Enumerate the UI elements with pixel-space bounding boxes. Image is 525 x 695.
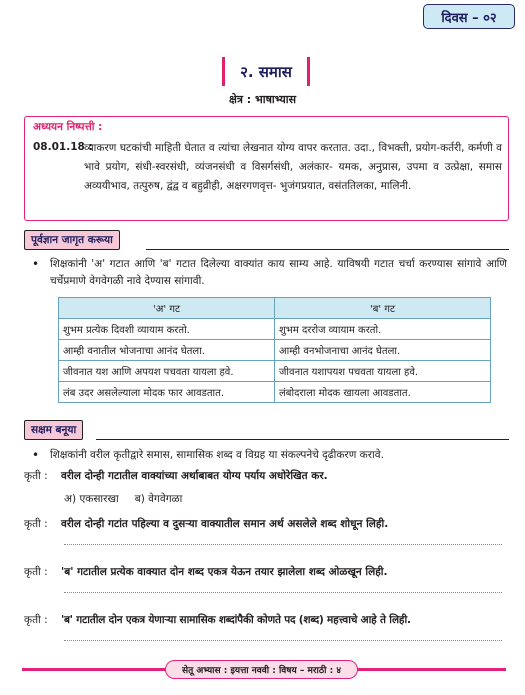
kruti-options bbox=[64, 492, 182, 506]
table-row bbox=[59, 382, 491, 403]
bullet-icon: • bbox=[32, 448, 40, 462]
kruti-text: 'ब' गटातील प्रत्येक वाक्यात दोन शब्द एकत्र येऊन तयार झालेला शब्द ओळखून लिही. bbox=[61, 566, 388, 578]
kruti-text: 'ब' गटातील दोन एकत्र येणाऱ्या सामासिक शब्दांपैकी कोणते पद (शब्द) महत्त्वाचे आहे ते लिही. bbox=[61, 614, 411, 626]
table-cell: जीवनात यश आणि अपयश पचवता यायला हवे. bbox=[59, 361, 275, 382]
purvadnyan-instruction bbox=[32, 256, 507, 290]
kruti-text: वरील दोन्ही गटातील वाक्यांच्या अर्थाबाबत योग्य पर्याय अधोरेखित कर. bbox=[61, 470, 328, 482]
table-row bbox=[59, 319, 491, 340]
kruti-label: कृती : bbox=[24, 566, 48, 578]
section-label-purvadnyan: पूर्वज्ञान जागृत करूया bbox=[24, 230, 120, 250]
table-cell: जीवनात यशापयश पचवता यायला हवे. bbox=[275, 361, 491, 382]
outcome-code: 08.01.18 : bbox=[33, 141, 93, 153]
kruti-label: कृती : bbox=[24, 518, 48, 530]
answer-line[interactable] bbox=[64, 544, 502, 545]
table-row bbox=[59, 361, 491, 382]
saksham-bullet-text: शिक्षकांनी वरील कृतीद्वारे समास, सामासिक शब्द व विग्रह या संकल्पनेचे दृढीकरण करावे. bbox=[50, 449, 384, 461]
chapter-title: २. समास bbox=[222, 57, 310, 86]
outcome-text: व्याकरण घटकांची माहिती घेतात व त्यांचा लेखनात योग्य वापर करतात. उदा., विभक्ती, प्रयोग-कर्तरी, कर्मणी व भावे प्रयोग, संधी-स्वरसंधी, व्यंजनसंधी व विसर्गसंधी, अलंकार- यमक, अनुप्रास, उपमा व उत्प्रेक्षा, समास अव्ययीभाव, तत्पुरुष, द्वंद्व व बहुव्रीही, अक्षरगणवृत्त- भुजंगप्रयात, वसंततिलका, मालिनी. bbox=[84, 142, 502, 192]
section-divider bbox=[146, 249, 509, 250]
answer-line[interactable] bbox=[64, 592, 502, 593]
table-header-b: 'ब' गट bbox=[275, 298, 491, 319]
table-header-a: 'अ' गट bbox=[59, 298, 275, 319]
section-divider bbox=[96, 439, 509, 440]
purvadnyan-bullet-text: शिक्षकांनी 'अ' गटात आणि 'ब' गटात दिलेल्या वाक्यांत काय साम्य आहे. याविषयी गटात चर्चा करण्यास सांगावे आणि चर्चेप्रमाणे वेगवेगळी नावे देण्यास सांगावी. bbox=[50, 258, 507, 287]
kruti-1 bbox=[24, 469, 509, 483]
table-cell: शुभम प्रत्येक दिवशी व्यायाम करतो. bbox=[59, 319, 275, 340]
table-header-row bbox=[59, 298, 491, 319]
kshetra-label: क्षेत्र : भाषाभ्यास bbox=[228, 93, 297, 106]
section-label-saksham: सक्षम बनूया bbox=[24, 420, 83, 440]
kruti-3 bbox=[24, 565, 509, 579]
option-a[interactable]: अ) एकसारखा bbox=[64, 493, 119, 505]
table-cell: आम्ही वनभोजनाचा आनंद घेतला. bbox=[275, 340, 491, 361]
kruti-2 bbox=[24, 517, 509, 531]
kruti-4 bbox=[24, 613, 509, 627]
saksham-instruction bbox=[32, 447, 507, 464]
table-cell: शुभम दररोज व्यायाम करतो. bbox=[275, 319, 491, 340]
option-b[interactable]: ब) वेगवेगळा bbox=[134, 493, 183, 505]
footer-label: सेतू अभ्यास : इयत्ता नववी : विषय – मराठी : ४ bbox=[165, 660, 358, 679]
table-row bbox=[59, 340, 491, 361]
table-cell: लंब उदर असलेल्याला मोदक फार आवडतात. bbox=[59, 382, 275, 403]
group-comparison-table bbox=[58, 297, 491, 403]
outcomes-heading: अध्ययन निष्पत्ती : bbox=[33, 121, 103, 133]
table-cell: आम्ही वनातील भोजनाचा आनंद घेतला. bbox=[59, 340, 275, 361]
day-badge: दिवस – ०२ bbox=[423, 4, 515, 29]
kruti-label: कृती : bbox=[24, 614, 48, 626]
table-cell: लंबोदराला मोदक खायला आवडतात. bbox=[275, 382, 491, 403]
bullet-icon: • bbox=[32, 257, 40, 271]
kruti-text: वरील दोन्ही गटांत पहिल्या व दुसऱ्या वाक्यातील समान अर्थ असलेले शब्द शोधून लिही. bbox=[61, 518, 389, 530]
kruti-label: कृती : bbox=[24, 470, 48, 482]
answer-line[interactable] bbox=[64, 640, 502, 641]
